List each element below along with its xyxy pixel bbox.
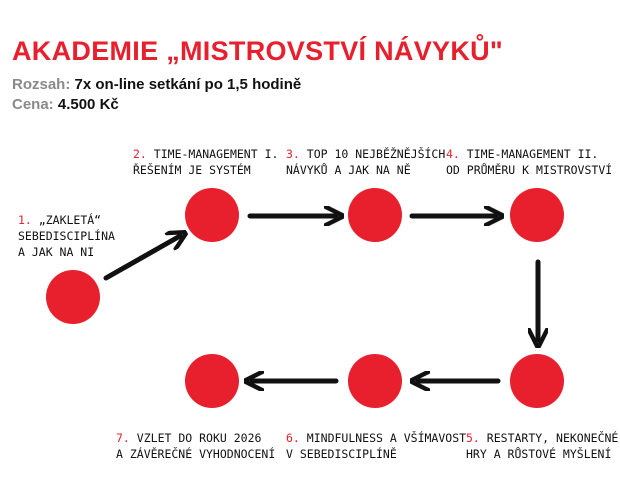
step-7-line-1: VZLET DO ROKU 2026 (136, 431, 262, 445)
step-1-line-3: A JAK NA NI (18, 245, 95, 259)
page-title: AKADEMIE „MISTROVSTVÍ NÁVYKŮ" (12, 36, 504, 66)
step-5-label (466, 430, 618, 462)
step-4-circle (510, 188, 564, 242)
step-4-label (446, 146, 612, 178)
step-4-line-1: TIME-MANAGEMENT II. (466, 147, 599, 161)
step-3-line-2: NÁVYKŮ A JAK NA NĚ (286, 163, 411, 177)
step-6-line-2: V SEBEDISCIPLÍNĚ (286, 447, 397, 461)
duration-label: Rozsah: (12, 76, 71, 93)
step-6-circle (348, 354, 402, 408)
arrow-1-to-2 (106, 236, 180, 278)
step-6-line-1: MINDFULNESS A VŠÍMAVOST (306, 431, 467, 445)
step-2-label (133, 146, 278, 178)
step-1-circle (46, 270, 100, 324)
step-7-line-2: A ZÁVĚREČNÉ VYHODNOCENÍ (116, 447, 276, 461)
step-3-circle (348, 188, 402, 242)
step-1-line-2: SEBEDISCIPLÍNA (18, 229, 115, 243)
step-4-line-2: OD PRŮMĚRU K MISTROVSTVÍ (446, 163, 613, 177)
step-3-label (286, 146, 445, 178)
price-label: Cena: (12, 96, 54, 113)
step-1-label (18, 212, 115, 260)
step-7-label (116, 430, 275, 462)
step-2-circle (185, 188, 239, 242)
step-6-label (286, 430, 466, 462)
step-4-number: 4. (446, 147, 460, 161)
step-2-line-2: ŘEŠENÍM JE SYSTÉM (133, 163, 251, 177)
step-7-number: 7. (116, 431, 130, 445)
step-5-line-2: HRY A RŮSTOVÉ MYŠLENÍ (466, 447, 612, 461)
step-5-line-1: RESTARTY, NEKONEČNÉ (486, 431, 619, 445)
step-2-line-1: TIME-MANAGEMENT I. (153, 147, 279, 161)
price-value: 4.500 Kč (57, 96, 119, 113)
step-6-number: 6. (286, 431, 300, 445)
step-7-circle (185, 354, 239, 408)
step-1-number: 1. (18, 213, 32, 227)
step-5-number: 5. (466, 431, 480, 445)
step-5-circle (510, 354, 564, 408)
step-3-number: 3. (286, 147, 300, 161)
step-3-line-1: TOP 10 NEJBĚŽNĚJŠÍCH (306, 147, 446, 161)
step-1-line-1: „ZAKLETÁ“ (38, 213, 102, 227)
step-2-number: 2. (133, 147, 147, 161)
duration-value: 7x on-line setkání po 1,5 hodině (74, 76, 302, 93)
